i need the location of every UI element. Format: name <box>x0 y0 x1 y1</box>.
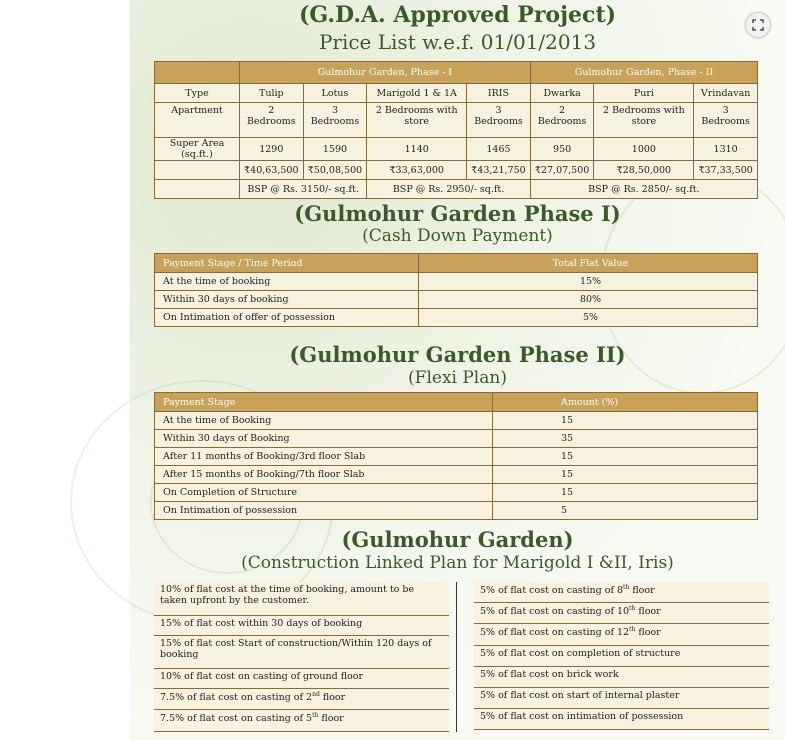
phase1-header: Gulmohur Garden, Phase - I <box>239 62 530 84</box>
table-row <box>155 291 758 309</box>
page-subtitle: Price List w.e.f. 01/01/2013 <box>318 30 597 54</box>
header-cell: Amount (%) <box>493 393 758 412</box>
area-cell: 1290 <box>239 138 303 161</box>
stage-cell: On Intimation of possession <box>155 502 493 520</box>
phase2-table <box>154 392 758 520</box>
type-cell: Puri <box>594 84 694 103</box>
type-label: Type <box>155 84 240 103</box>
value-cell: 15 <box>493 466 758 484</box>
phase2-title: (Gulmohur Garden Phase II) <box>289 342 626 367</box>
area-cell: 1000 <box>594 138 694 161</box>
column-divider <box>456 582 457 732</box>
header-cell: Payment Stage <box>155 393 493 412</box>
apartment-cell: 2 Bedrooms with store <box>594 103 694 138</box>
apartment-cell: 3 Bedrooms <box>303 103 367 138</box>
area-cell: 1310 <box>694 138 758 161</box>
clp-left-column <box>154 582 449 732</box>
phase1-title: (Gulmohur Garden Phase I) <box>294 201 621 226</box>
header-cell: Payment Stage / Time Period <box>155 254 419 273</box>
area-cell: 1590 <box>303 138 367 161</box>
area-cell: 1465 <box>467 138 531 161</box>
price-cell: ₹28,50,000 <box>594 161 694 180</box>
empty-cell <box>155 180 240 199</box>
stage-cell: Within 30 days of Booking <box>155 430 493 448</box>
clp-item: 5% of flat cost on casting of 10th floor <box>474 603 769 624</box>
price-table <box>154 61 758 199</box>
clp-item: 15% of flat cost Start of construction/Within 120 days of booking <box>154 636 449 669</box>
table-row <box>155 412 758 430</box>
value-cell: 5 <box>493 502 758 520</box>
area-label: Super Area (sq.ft.) <box>155 138 240 161</box>
price-cell: ₹43,21,750 <box>467 161 531 180</box>
bsp-cell: BSP @ Rs. 2950/- sq.ft. <box>367 180 531 199</box>
clp-table <box>154 582 758 732</box>
clp-item: 7.5% of flat cost on casting of 2nd floor <box>154 689 449 710</box>
value-cell: 15 <box>493 484 758 502</box>
table-row <box>155 502 758 520</box>
stage-cell: At the time of Booking <box>155 412 493 430</box>
price-cell: ₹27,07,500 <box>530 161 594 180</box>
table-row <box>155 273 758 291</box>
stage-cell: On Completion of Structure <box>155 484 493 502</box>
apartment-cell: 2 Bedrooms <box>239 103 303 138</box>
clp-subtitle: (Construction Linked Plan for Marigold I &II, Iris) <box>241 553 674 573</box>
type-cell: Dwarka <box>530 84 594 103</box>
area-cell: 1140 <box>367 138 467 161</box>
clp-item: 10% of flat cost on casting of ground floor <box>154 669 449 689</box>
table-row <box>155 484 758 502</box>
apartment-cell: 3 Bedrooms <box>694 103 758 138</box>
stage-cell: On Intimation of offer of possession <box>155 309 419 327</box>
apartment-label: Apartment <box>155 103 240 138</box>
clp-item: 5% of flat cost on casting of 12th floor <box>474 624 769 646</box>
stage-cell: At the time of booking <box>155 273 419 291</box>
area-cell: 950 <box>530 138 594 161</box>
value-cell: 15 <box>493 448 758 466</box>
apartment-cell: 2 Bedrooms with store <box>367 103 467 138</box>
stage-cell: After 11 months of Booking/3rd floor Slab <box>155 448 493 466</box>
table-row <box>155 466 758 484</box>
type-cell: Tulip <box>239 84 303 103</box>
apartment-cell: 3 Bedrooms <box>467 103 531 138</box>
empty-cell <box>155 161 240 180</box>
clp-item: 7.5% of flat cost on casting of 5th floor <box>154 710 449 732</box>
clp-item: 5% of flat cost on brick work <box>474 667 769 688</box>
type-cell: Vrindavan <box>694 84 758 103</box>
clp-title: (Gulmohur Garden) <box>341 527 574 552</box>
type-cell: IRIS <box>467 84 531 103</box>
table-row <box>155 448 758 466</box>
value-cell: 15% <box>419 273 758 291</box>
empty-header <box>155 62 240 84</box>
phase1-subtitle: (Cash Down Payment) <box>362 226 553 246</box>
clp-item: 5% of flat cost on start of internal plaster <box>474 688 769 709</box>
table-row <box>155 430 758 448</box>
type-cell: Marigold 1 & 1A <box>367 84 467 103</box>
type-cell: Lotus <box>303 84 367 103</box>
clp-right-column <box>474 582 769 730</box>
phase2-header: Gulmohur Garden, Phase - II <box>530 62 757 84</box>
value-cell: 35 <box>493 430 758 448</box>
price-cell: ₹40,63,500 <box>239 161 303 180</box>
phase1-table <box>154 253 758 327</box>
page-title: (G.D.A. Approved Project) <box>298 2 617 28</box>
clp-item: 15% of flat cost within 30 days of booking <box>154 616 449 636</box>
stage-cell: Within 30 days of booking <box>155 291 419 309</box>
price-cell: ₹50,08,500 <box>303 161 367 180</box>
header-cell: Total Flat Value <box>419 254 758 273</box>
clp-item: 5% of flat cost on casting of 8th floor <box>474 582 769 603</box>
price-cell: ₹37,33,500 <box>694 161 758 180</box>
bsp-cell: BSP @ Rs. 2850/- sq.ft. <box>530 180 757 199</box>
price-cell: ₹33,63,000 <box>367 161 467 180</box>
value-cell: 15 <box>493 412 758 430</box>
clp-item: 10% of flat cost at the time of booking, amount to be taken upfront by the customer. <box>154 582 449 616</box>
phase2-subtitle: (Flexi Plan) <box>408 368 507 388</box>
clp-item: 5% of flat cost on intimation of possession <box>474 709 769 730</box>
clp-item: 5% of flat cost on completion of structure <box>474 646 769 667</box>
table-row <box>155 309 758 327</box>
value-cell: 5% <box>419 309 758 327</box>
apartment-cell: 2 Bedrooms <box>530 103 594 138</box>
bsp-cell: BSP @ Rs. 3150/- sq.ft. <box>239 180 366 199</box>
stage-cell: After 15 months of Booking/7th floor Slab <box>155 466 493 484</box>
value-cell: 80% <box>419 291 758 309</box>
